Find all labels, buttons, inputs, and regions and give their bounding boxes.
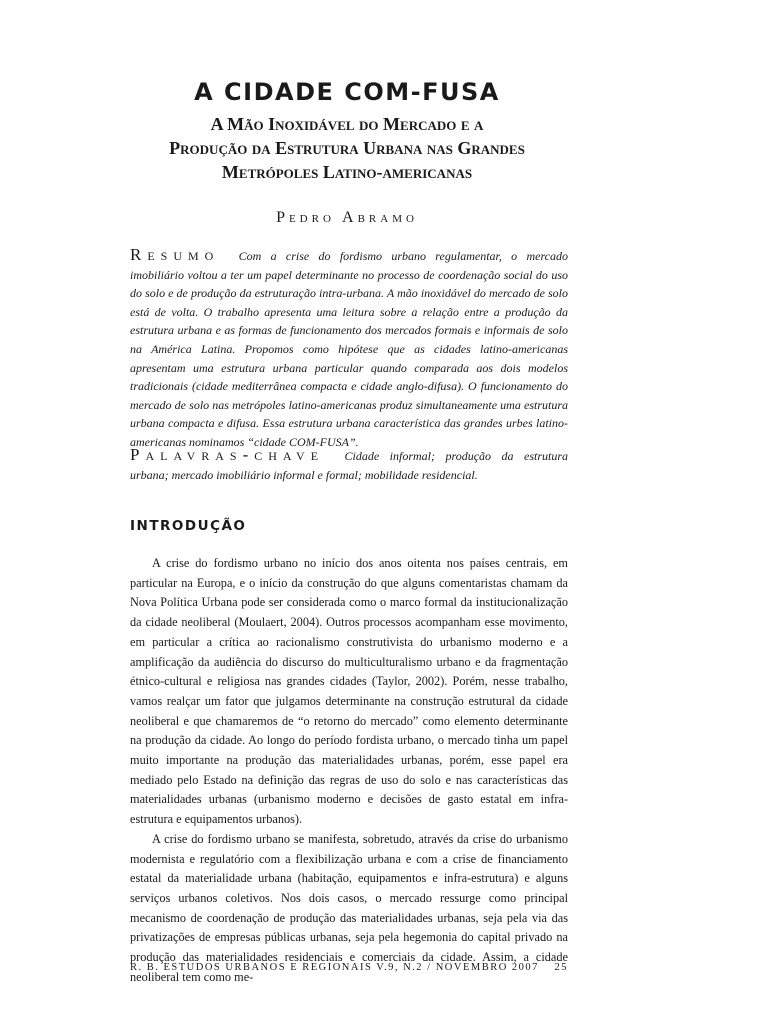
page-footer [130,962,568,973]
keywords [130,446,568,484]
page-number: 25 [554,962,568,973]
subtitle-line: A Mão Inoxidável do Mercado e a [210,114,484,134]
abstract [130,246,568,452]
section-heading: INTRODUÇÃO [130,518,247,534]
keywords-label: Palavras-chave [130,445,325,464]
author-name: Pedro Abramo [276,209,418,226]
abstract-text: Com a crise do fordismo urbano regulamentar, o mercado imobiliário voltou a ter um papel determinante no processo de coordenação social do uso do solo e de produção da estruturação intra-urbana. A mão inoxidável do mercado de solo está de volta. O trabalho apresenta uma leitura sobre a relação entre a produção da estrutura urbana e as formas de funcionamento dos mercados formais e informais de solo na América Latina. Propomos como hipótese que as cidades latino-americanas apresentam uma estrutura urbana particular quando comparada aos dois modelos tradicionais (cidade mediterrânea compacta e cidade anglo-difusa). O funcionamento do mercado de solo nas metrópoles latino-americanas produz simultaneamente uma estrutura urbana compacta e difusa. Essa estrutura urbana característica das grandes urbes latino-americanas nominamos “cidade COM-FUSA”. [130,249,568,449]
body-paragraph: A crise do fordismo urbano no início dos anos oitenta nos países centrais, em particular na Europa, e o início da construção do que alguns comentaristas chamam da Nova Política Urbana pode ser considerada como o marco formal da institucionalização da cidade neoliberal (Moulaert, 2004). Outros processos acompanham esse movimento, em particular a crítica ao racionalismo construtivista do urbanismo moderno e a amplificação da audiência do discurso do multiculturalismo urbano e da fragmentação étnico-cultural e religiosa nas grandes cidades (Taylor, 2002). Porém, nesse trabalho, vamos realçar um fator que julgamos determinante na construção estrutural da cidade neoliberal e que chamaremos de “o retorno do mercado” como elemento determinante na produção da cidade. Ao longo do período fordista urbano, o mercado tinha um papel muito importante na produção das materialidades urbanas, porém, esse papel era mediado pelo Estado na definição das regras de uso do solo e nas características das materialidades urbanas (urbanismo moderno e decisões de gasto estatal em infra-estrutura e equipamentos urbanos). [130,556,568,827]
body-text [130,554,568,987]
body-paragraph: A crise do fordismo urbano se manifesta, sobretudo, através da crise do urbanismo modernista e regulatório com a flexibilização urbana e com a crise de financiamento estatal da materialidade urbana (habitação, equipamentos e infra-estrutura) e alguns serviços urbanos coletivos. Nos dois casos, o mercado ressurge como principal mecanismo de coordenação de produção das materialidades urbanas, seja pela via das privatizações de empresas públicas urbanas, seja pela hegemonia do capital privado na produção das materialidades residenciais e comerciais da cidade. Assim, a cidade neoliberal tem como me- [130,831,568,984]
article-title: A CIDADE COM-FUSA [194,78,500,106]
subtitle-line: Produção da Estrutura Urbana nas Grandes [169,138,525,158]
keywords-text: Cidade informal; produção da estrutura urbana; mercado imobiliário informal e formal; mobilidade residencial. [130,449,568,482]
article-subtitle [130,112,564,184]
subtitle-line: Metrópoles Latino-americanas [221,162,473,182]
abstract-label: Resumo [130,245,220,264]
journal-citation: R. B. ESTUDOS URBANOS E REGIONAIS V.9, N.2 / NOVEMBRO 2007 [130,962,539,973]
